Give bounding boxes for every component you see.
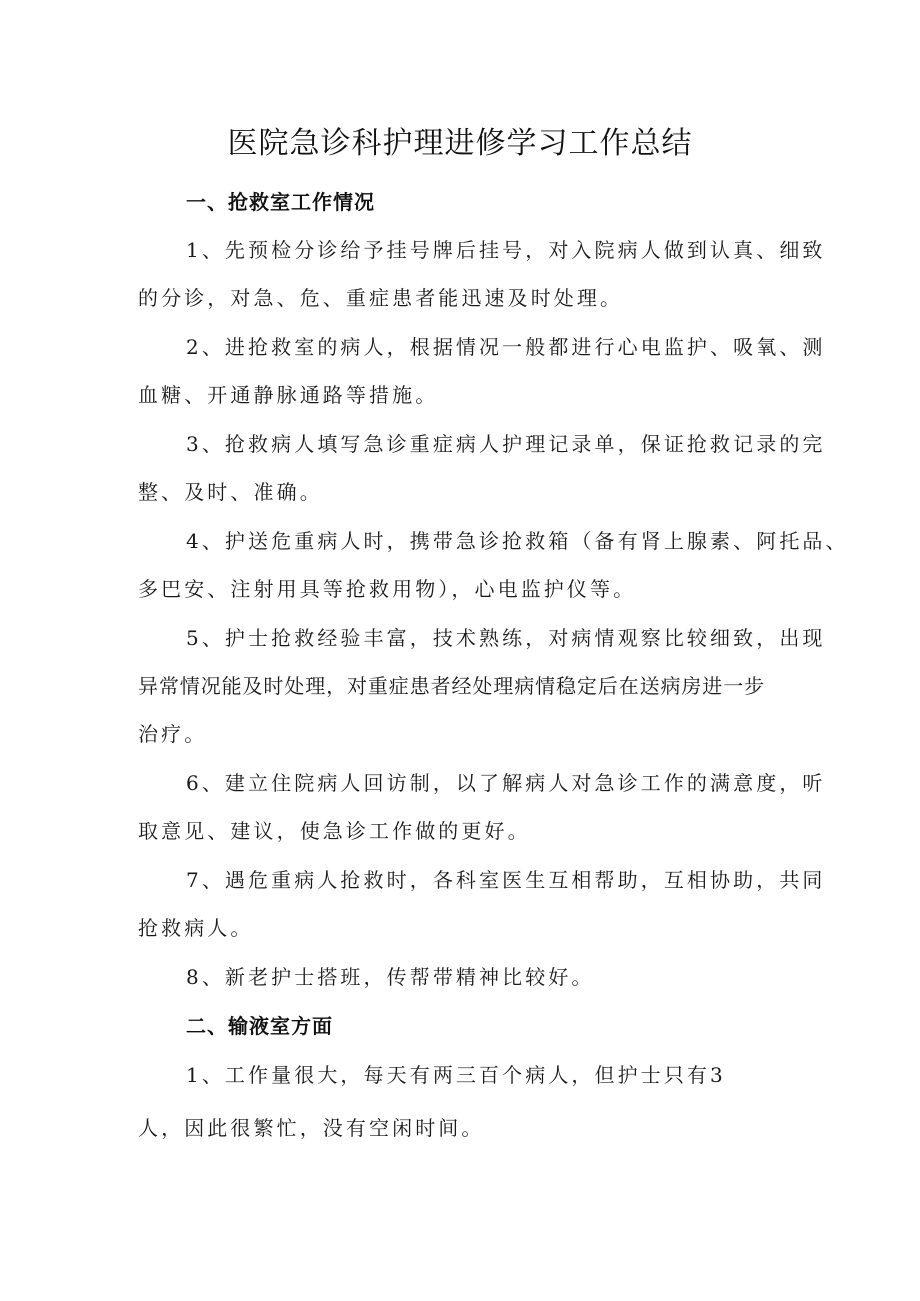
paragraph-line: 治疗。 <box>138 722 208 746</box>
paragraph-line: 7、遇危重病人抢救时，各科室医生互相帮助，互相协助，共同 <box>186 868 826 892</box>
paragraph-line: 多巴安、注射用具等抢救用物），心电监护仪等。 <box>138 577 637 601</box>
paragraph-line: 8、新老护士搭班，传帮带精神比较好。 <box>186 965 595 989</box>
section-heading-rescue-room: 一、抢救室工作情况 <box>186 190 375 214</box>
paragraph-line: 整、及时、准确。 <box>138 480 323 504</box>
paragraph-line: 1、先预检分诊给予挂号牌后挂号，对入院病人做到认真、细致 <box>186 238 826 262</box>
document-title: 医院急诊科护理进修学习工作总结 <box>227 126 693 161</box>
paragraph-line: 5、护士抢救经验丰富，技术熟练，对病情观察比较细致，出现 <box>186 626 826 650</box>
paragraph-line: 血糖、开通静脉通路等措施。 <box>138 383 439 407</box>
paragraph-line: 抢救病人。 <box>138 916 254 940</box>
paragraph-line: 人，因此很繁忙，没有空闲时间。 <box>138 1116 485 1140</box>
paragraph-line: 1、工作量很大，每天有两三百个病人，但护士只有3 <box>186 1063 726 1087</box>
paragraph-line: 取意见、建议，使急诊工作做的更好。 <box>138 819 531 843</box>
section-heading-infusion-room: 二、输液室方面 <box>186 1014 333 1038</box>
paragraph-line: 6、建立住院病人回访制，以了解病人对急诊工作的满意度，听 <box>186 771 826 795</box>
paragraph-line: 4、护送危重病人时，携带急诊抢救箱（备有肾上腺素、阿托品、 <box>186 529 849 553</box>
paragraph-line: 2、进抢救室的病人，根据情况一般都进行心电监护、吸氧、测 <box>186 335 826 359</box>
paragraph-line: 的分诊，对急、危、重症患者能迅速及时处理。 <box>138 286 624 310</box>
paragraph-line: 异常情况能及时处理，对重症患者经处理病情稳定后在送病房进一步 <box>138 674 765 698</box>
paragraph-line: 3、抢救病人填写急诊重症病人护理记录单，保证抢救记录的完 <box>186 432 826 456</box>
